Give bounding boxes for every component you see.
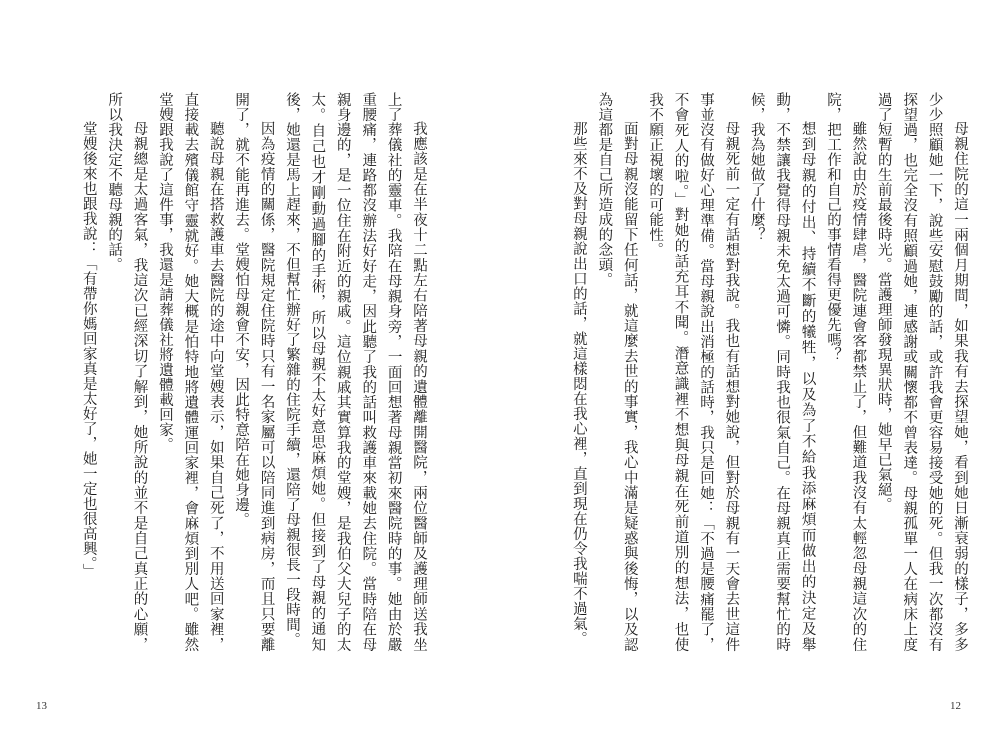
page-number-right: 12 [950, 700, 961, 712]
paragraph: 那些來不及對母親說出口的話，就這樣悶在我心裡，直到現在仍令我喘不過氣。 [570, 121, 587, 646]
left-page [0, 0, 499, 734]
paragraph: 聽說母親在搭救護車去醫院的途中向堂嫂表示，如果自己死了，不用送回家裡，直接載去殯儀館守靈就好。她大概是怕特地將遺體運回家裡，會麻煩到別人吧。雖然堂嫂跟我說了這件事，我還是請葬儀社將遺體載回家。 [156, 92, 224, 652]
paragraph: 我應該是在半夜十二點左右陪著母親的遺體離開醫院，兩位醫師及護理師送我坐上了葬儀社的靈車。我陪在母親身旁，一面回想著母親當初來醫院時的事。她由於嚴重腰痛，連路都沒辦法好好走，因此聽了我的話叫救護車來載她去住院。當時陪在母親身邊的，是一位住在附近的親戚。這位親戚其實算我的堂嫂，是我伯父大兒子的太太。自己也才剛動過腳的手術，所以母親不太好意思麻煩她。但接到了母親的通知後，她還是馬上趕來，不但幫忙辦好了繁雜的住院手續，還陪了母親很長一段時間。 [283, 92, 427, 652]
right-page-text [528, 92, 972, 652]
paragraph: 母親住院的這一兩個月期間，如果我有去探望她，看到她日漸衰弱的樣子，多多少少照顧她一下，說些安慰鼓勵的話，或許我會更容易接受她的死。但我一次都沒有探望過，也完全沒有照顧過她，連感謝或關懷都不曾表達。母親孤單一人在病床上度過了短暫的生前最後時光。當護理師發現異狀時，她早已氣絕。 [875, 92, 968, 652]
paragraph: 面對母親沒能留下任何話，就這麼去世的事實，我心中滿是疑惑與後悔，以及認為這都是自己所造成的念頭。 [596, 92, 638, 652]
paragraph: 因為疫情的關係，醫院規定住院時只有一名家屬可以陪同進到病房，而且只要離開了，就不能再進去。堂嫂怕母親會不安，因此特意陪在她身邊。 [233, 92, 275, 652]
left-page-text [75, 92, 431, 652]
paragraph: 堂嫂後來也跟我說：「有帶你媽回家真是太好了，她一定也很高興。」 [80, 121, 97, 579]
paragraph: 想到母親的付出、持續不斷的犧牲，以及為了不給我添麻煩而做出的決定及舉動，不禁讓我覺得母親未免太過可憐。同時我也很氣自己。在母親真正需要幫忙的時候，我為她做了什麼？ [748, 92, 816, 652]
paragraph: 雖然說由於疫情肆虐，醫院連會客都禁止了，但難道我沒有太輕忽母親這次的住院，把工作和自己的事情看得更優先嗎？ [824, 92, 867, 652]
paragraph: 母親死前一定有話想對我說。我也有話想對她說，但對於母親有一天會去世這件事並沒有做好心理準備。當母親說出消極的話時，我只是回她：「不過是腰痛罷了，不會死人的啦。」對她的話充耳不聞。潛意識裡不想與母親在死前道別的想法，也使我不願正視壞的可能性。 [647, 92, 740, 652]
page-number-left: 13 [36, 700, 47, 712]
paragraph: 母親總是太過客氣，我這次已經深切了解到，她所說的並不是自己真正的心願，所以我決定不聽母親的話。 [106, 92, 148, 652]
right-page [500, 0, 999, 734]
